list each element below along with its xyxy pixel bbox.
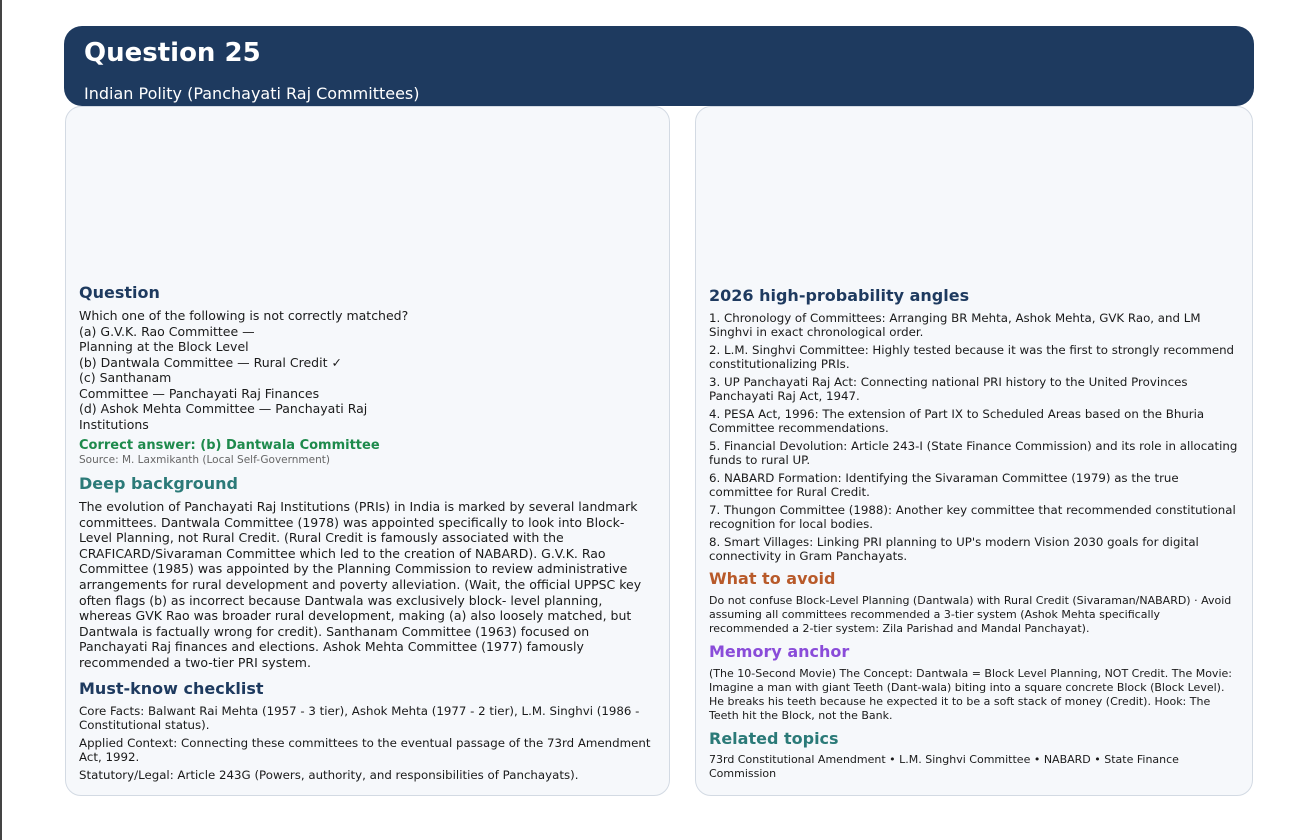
option-b: (b) Dantwala Committee — Rural Credit ✓: [79, 354, 342, 370]
insights-card: [695, 106, 1253, 796]
question-text: [79, 308, 657, 432]
option-c-line2: Committee — Panchayati Raj Finances: [79, 385, 320, 401]
background-text: The evolution of Panchayati Raj Institutions (PRIs) in India is marked by several landmark committees. Dantwala Committee (1978) was appointed specifically to look into Block-Level Planning, not Rural Credit. (Rural Credit is famously associated with the CRAFICARD/Sivaraman Committee which led to the creation of NABARD). G.V.K. Rao Committee (1985) was appointed by the Planning Commission to review administrative arrangements for rural development and poverty alleviation. (Wait, the official UPPSC key often flags (b) as incorrect because Dantwala was exclusively block- level planning, whereas GVK Rao was broader rural development, making (a) also loosely matched, but Dantwala is factually wrong for credit). Santhanam Committee (1963) focused on Panchayati Raj finances and elections. Ashok Mehta Committee (1977) famously recommended a two-tier PRI system.: [79, 499, 642, 670]
background-heading: Deep background: [79, 474, 238, 493]
related-heading: Related topics: [709, 729, 839, 748]
question-heading: Question: [79, 283, 160, 302]
correct-answer: Correct answer: (b) Dantwala Committee: [79, 438, 380, 453]
angles-heading: 2026 high-probability angles: [709, 286, 970, 305]
avoid-text: Do not confuse Block-Level Planning (Dantwala) with Rural Credit (Sivaraman/NABARD) · Avoid assuming all committees recommended a 3-tier system (Ashok Mehta specifically recommended a 2-tier system: Zila Parishad and Mandal Panchayat).: [709, 594, 1232, 635]
question-line: Which one of the following is not correctly matched?: [79, 308, 409, 323]
angle-item: 1. Chronology of Committees: Arranging BR Mehta, Ashok Mehta, GVK Rao, and LM Singhvi in exact chronological order.: [709, 311, 1201, 339]
related-text: 73rd Constitutional Amendment • L.M. Singhvi Committee • NABARD • State Finance Commission: [709, 753, 1179, 780]
avoid-heading: What to avoid: [709, 569, 836, 588]
angles-list: [709, 311, 1240, 563]
angle-item: 8. Smart Villages: Linking PRI planning to UP's modern Vision 2030 goals for digital connectivity in Gram Panchayats.: [709, 535, 1199, 563]
memory-heading: Memory anchor: [709, 642, 850, 661]
option-d-line1: (d) Ashok Mehta Committee — Panchayati Raj: [79, 401, 368, 416]
angle-item: 6. NABARD Formation: Identifying the Sivaraman Committee (1979) as the true committee for Rural Credit.: [709, 471, 1179, 499]
question-header: [64, 26, 1254, 106]
checklist-item: Applied Context: Connecting these committees to the eventual passage of the 73rd Amendment Act, 1992.: [79, 735, 651, 764]
question-number: Question 25: [84, 38, 261, 68]
option-c-line1: (c) Santhanam: [79, 370, 172, 385]
angle-item: 3. UP Panchayati Raj Act: Connecting national PRI history to the United Provinces Panchayati Raj Act, 1947.: [709, 375, 1188, 403]
checklist-heading: Must-know checklist: [79, 678, 264, 698]
angle-item: 5. Financial Devolution: Article 243-I (State Finance Commission) and its role in allocating funds to rural UP.: [709, 439, 1238, 467]
question-card: [65, 106, 670, 796]
angle-item: 2. L.M. Singhvi Committee: Highly tested because it was the first to strongly recommend constitutionalizing PRIs.: [709, 343, 1235, 371]
angle-item: 7. Thungon Committee (1988): Another key committee that recommended constitutional recognition for local bodies.: [709, 503, 1236, 531]
question-topic: Indian Polity (Panchayati Raj Committees): [84, 84, 420, 103]
option-d-line2: Institutions: [79, 416, 149, 432]
angle-item: 4. PESA Act, 1996: The extension of Part IX to Scheduled Areas based on the Bhuria Committee recommendations.: [709, 407, 1205, 435]
checklist-list: [79, 704, 657, 782]
memory-text: (The 10-Second Movie) The Concept: Dantwala = Block Level Planning, NOT Credit. The Movie: Imagine a man with giant Teeth (Dant-wala) biting into a square concrete Block (Block Level). He breaks his teeth because he expected it to be a soft stack of money (Credit). Hook: The Teeth hit the Block, not the Bank.: [709, 667, 1232, 722]
checklist-item: Core Facts: Balwant Rai Mehta (1957 - 3 tier), Ashok Mehta (1977 - 2 tier), L.M. Singhvi (1986 - Constitutional status).: [79, 703, 640, 732]
option-a-line2: Planning at the Block Level: [79, 339, 249, 354]
option-a-line1: (a) G.V.K. Rao Committee —: [79, 323, 255, 339]
answer-source: Source: M. Laxmikanth (Local Self-Government): [79, 454, 330, 466]
checklist-item: Statutory/Legal: Article 243G (Powers, authority, and responsibilities of Panchayats).: [79, 767, 579, 782]
